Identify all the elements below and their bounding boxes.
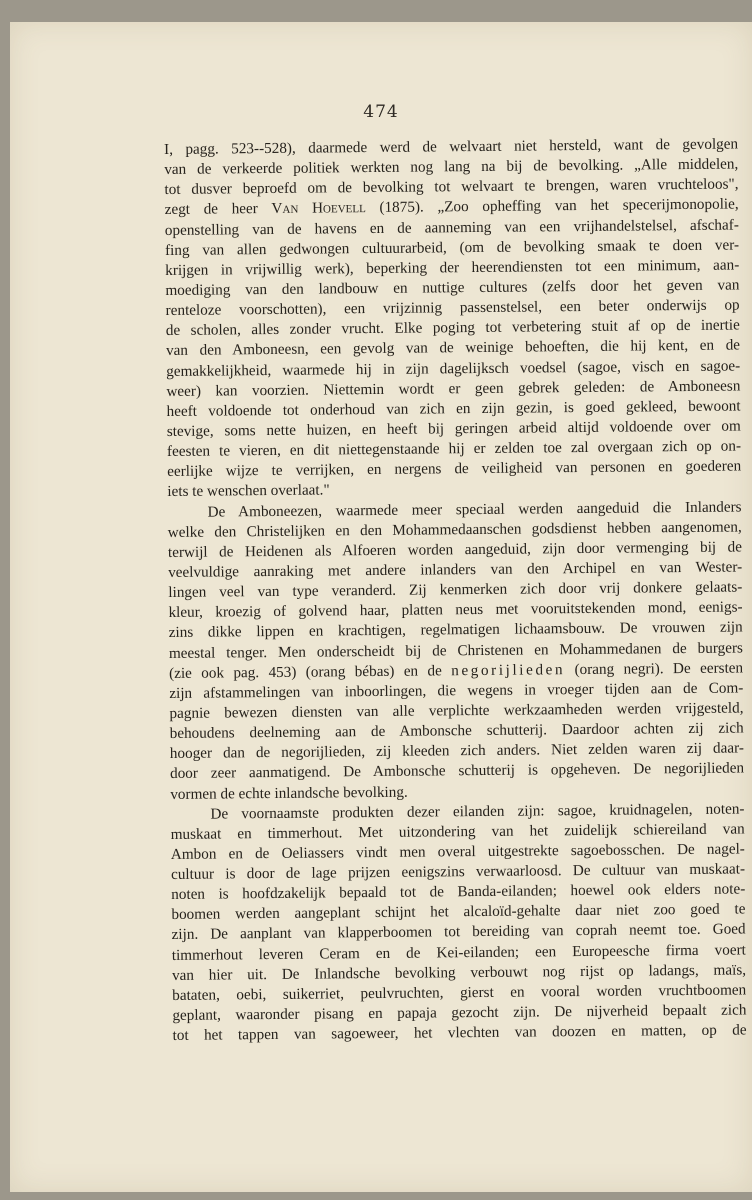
text-line: De Amboneezen, waarmede meer speciaal werden aangeduid die Inlanders: [207, 498, 742, 521]
text-line: eerlijke wijze te verrijken, en nergens de veiligheid van personen en goederen: [167, 457, 742, 481]
text-line: bataten, oebi, suikerriet, peulvruchten, gierst en vooral worden vruchtboomen: [172, 981, 747, 1004]
text-line: tot dusver beproefd om de bevolking tot welvaart te brengen, waren vruchteloos",: [164, 175, 739, 199]
text-line: welke den Christelijken en den Mohammedaanschen godsdienst hebben aangenomen,: [167, 518, 742, 541]
text-line: timmerhout leveren Ceram en de Kei-eilanden; een Europeesche firma voert: [171, 941, 746, 964]
text-line: heeft voldoende tot onderhoud van zich en zijn gezin, is goed gekleed, bewoont: [166, 397, 741, 420]
text-line: iets te wenschen overlaat.": [167, 481, 330, 501]
text-segment: (orang negri). De eersten: [565, 659, 744, 678]
text-segment: (1875). „Zoo opheffing van het specerijmonopolie,: [365, 195, 739, 217]
text-line: terwijl de Heidenen als Alfoeren worden aangeduid, zijn door vermenging bij de: [167, 538, 743, 561]
text-line: vormen de echte inlandsche bevolking.: [170, 783, 408, 803]
text-line: kleur, kroezig of golvend haar, platten neus met vooruitstekenden mond, eenigs-: [168, 598, 743, 622]
text-segment: zegt de heer: [164, 200, 272, 219]
text-line: weer) kan voorzien. Niettemin wordt er geen gebrek geleden: de Amboneesn: [166, 377, 741, 400]
text-line: tot het tappen van sagoeweer, het vlechten van doozen en matten, op de: [172, 1021, 747, 1045]
text-segment: (zie ook pag. 453) (orang bébas) en de: [169, 661, 452, 682]
text-line: moediging van den landbouw en nuttige cultures (zelfs door het geven van: [165, 276, 740, 299]
text-line: geplant, waaronder pisang en papaja gezocht zijn. De nijverheid bepaalt zich: [172, 1001, 747, 1025]
text-line: meestal tenger. Men onderscheidt bij de Christenen en Mohammedanen de burgers: [168, 638, 743, 662]
text-line: stevige, soms nette huizen, en heeft bij geringen arbeid altijd voldoende over om: [166, 417, 741, 440]
text-line: renteloze voorschotten), een vrijzinnig passenstelsel, een beter onderwijs op: [165, 296, 740, 320]
text-line: fing van allen gedwongen cultuurarbeid, (om de bevolking smaak te doen ver-: [164, 236, 740, 259]
text-line: muskaat en timmerhout. Met uitzondering van het zuidelijk schiereiland van: [170, 820, 745, 843]
text-line: boomen werden aangeplant schijnt het alcaloïd-gehalte daar niet zoo goed te: [171, 900, 746, 924]
text-line: zijn. De aanplant van klapperboomen tot bereiding van coprah neemt toe. Goed: [171, 920, 746, 944]
text-line: openstelling van de havens en de aanneming van een vrijhandelstelsel, afschaf-: [164, 216, 739, 239]
text-line: zins dikke lippen en krachtigen, regelmatigen lichaamsbouw. De vrouwen zijn: [168, 618, 743, 642]
text-line: door zeer aanmatigend. De Ambonsche schutterij is opgeheven. De negorijlieden: [170, 759, 745, 783]
text-line: van de verkeerde politiek werkten nog lang na bij de bevolking. „Alle middelen,: [164, 155, 739, 179]
text-line: Ambon en de Oeliassers vindt men overal uitgestrekte sagoebosschen. De nagel-: [170, 840, 745, 863]
text-line: De voornaamste produkten dezer eilanden zijn: sagoe, kruidnagelen, noten-: [210, 800, 745, 823]
text-line: krijgen in vrijwillig werk), beperking der heerendiensten tot een minimum, aan-: [165, 256, 740, 279]
book-page: [10, 22, 752, 1192]
author-name: Van Hoevell: [271, 199, 366, 218]
text-line: I, pagg. 523--528), daarmede werd de welvaart niet hersteld, want de gevolgen: [164, 135, 739, 158]
body-text: [164, 134, 747, 1046]
text-line: hooger dan de negorijlieden, zij kleeden zich anders. Niet zelden waren zij daar-: [169, 739, 744, 763]
text-line: zijn afstammelingen van inboorlingen, die wegens in vroeger tijden aan de Com-: [169, 679, 744, 702]
text-line: behoudens deelneming aan de Ambonsche schutterij. Daardoor achten zij zich: [169, 719, 744, 743]
text-line: lingen veel van type veranderd. Zij kenmerken zich door vrij donkere gelaats-: [168, 578, 743, 602]
text-line: veelvuldige aanraking met andere inlanders van den Archipel en van Wester-: [168, 558, 743, 581]
text-line: feesten te vieren, en dit niettegenstaande hij er zelden toe zal overgaan zich op on-: [166, 437, 742, 461]
text-line: van den Amboneesn, een gevolg van de weinige behoeften, die hij kent, en de: [165, 336, 741, 360]
text-line: van hier uit. De Inlandsche bevolking verbouwt nog rijst op ladangs, maïs,: [171, 961, 747, 984]
spaced-term: negorijlieden: [451, 660, 566, 679]
text-line: gemakkelijkheid, waarmede hij in zijn dagelijksch voedsel (sagoe, visch en sagoe-: [166, 357, 741, 380]
page-number: 474: [363, 102, 399, 122]
text-line: pagnie bewezen diensten van alle verplichte werkzaamheden werden vrijgesteld,: [169, 699, 744, 722]
text-line: noten is hoofdzakelijk bepaald tot de Banda-eilanden; hoewel ook elders note-: [171, 880, 746, 904]
text-line: de scholen, alles zonder vrucht. Elke poging tot verbetering stuit af op de inertie: [165, 316, 740, 340]
text-line: cultuur is door de lage prijzen eenigszins verwaarloosd. De cultuur van muskaat-: [170, 860, 746, 884]
